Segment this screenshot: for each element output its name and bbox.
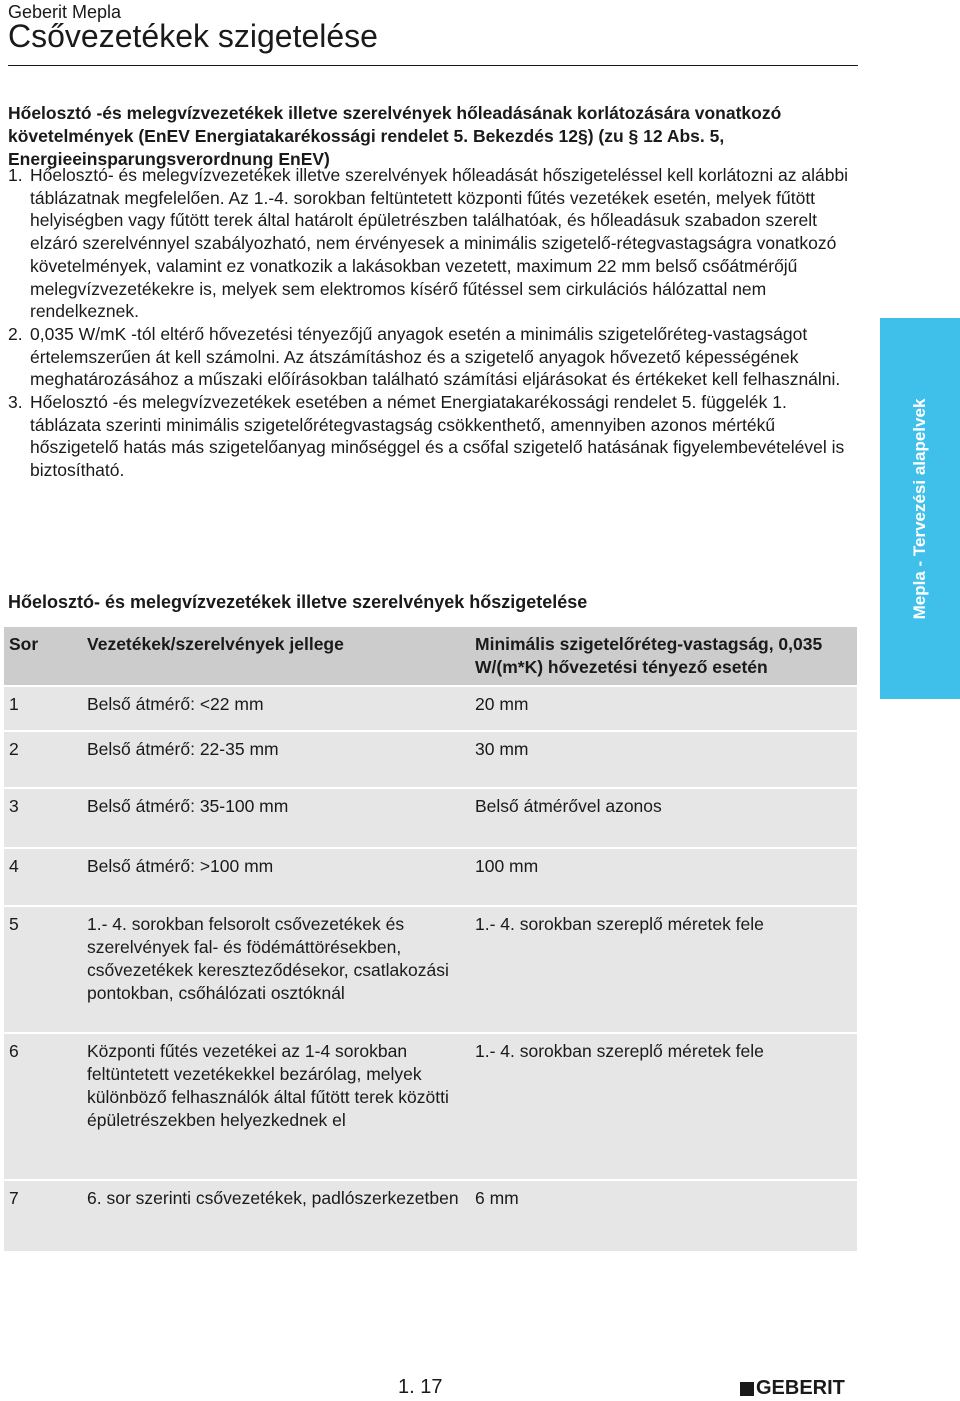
table-row (4, 789, 857, 849)
row-number: 4 (9, 856, 19, 876)
row-type: Belső átmérő: 35-100 mm (87, 796, 289, 816)
row-type: 1.- 4. sorokban felsorolt csővezetékek és szerelvények fal- és födémáttörésekben, csővezetékek kereszteződésekor, csatlakozási pontokban, csőhálózati osztóknál (87, 914, 449, 1003)
list-item (8, 323, 858, 391)
table-heading: Hőelosztó- és melegvízvezetékek illetve szerelvények hőszigetelése (8, 592, 588, 612)
list-item-number: 1. (8, 165, 23, 185)
section-side-tab (880, 318, 960, 699)
row-thickness: 20 mm (475, 694, 529, 714)
table-row (4, 907, 857, 1034)
page-number: 1. 17 (398, 1376, 443, 1398)
list-item-text: Hőelosztó -és melegvízvezetékek esetében a német Energiatakarékossági rendelet 5. függelék 1. táblázata szerinti minimális szigetelőrétegvastagság csökkenthető, amennyiben azonos mértékű hőszigetelő hatás más szigetelőanyag minőséggel és a csőfal szigetelő hatásának figyelembevételével is biztosítható. (30, 392, 845, 481)
row-number: 3 (9, 796, 19, 816)
geberit-logo (740, 1377, 845, 1400)
table-row (4, 849, 857, 907)
row-type: 6. sor szerinti csővezetékek, padlószerkezetben (87, 1188, 459, 1208)
side-tab-label: Mepla - Tervezési alapelvek (910, 398, 929, 619)
row-number: 7 (9, 1188, 19, 1208)
row-type: Belső átmérő: >100 mm (87, 856, 274, 876)
row-thickness: 1.- 4. sorokban szereplő méretek fele (475, 1041, 764, 1061)
brand-name: Geberit Mepla (8, 2, 122, 22)
row-type: Belső átmérő: 22-35 mm (87, 739, 279, 759)
list-item-text: Hőelosztó- és melegvízvezetékek illetve szerelvények hőleadását hőszigeteléssel kell korlátozni az alábbi táblázatnak megfelelően. Az 1.-4. sorokban feltüntetett központi fűtés vezetékek esetén, melyek fűtött helyiségben vagy fűtött terek által határolt épületrészben találhatóak, és hőleadásuk szabadon szerelt elzáró szerelvénnyel szabályozható, nem érvényesek a minimális szigetelő-rétegvastagságra vonatkozó követelmények, valamint ez vonatkozik a lakásokban vezetett, maximum 22 mm belső csőátmérőjű melegvízvezetékekre is, melyek sem elektromos kísérő fűtéssel sem cirkulációs hálózattal nem rendelkeznek. (30, 165, 849, 322)
column-header-thickness: Minimális szigetelőréteg-vastagság, 0,035 W/(m*K) hővezetési tényező esetén (475, 634, 823, 677)
list-item-number: 3. (8, 392, 23, 413)
logo-square-icon (740, 1382, 754, 1396)
row-number: 2 (9, 739, 19, 759)
list-item (8, 391, 858, 482)
row-number: 1 (9, 694, 19, 714)
row-type: Központi fűtés vezetékei az 1-4 sorokban feltüntetett vezetékekkel bezárólag, melyek különböző felhasználók által fűtött terek közötti épületrészekben helyezkednek el (87, 1041, 449, 1130)
list-item-text: 0,035 W/mK -tól eltérő hővezetési tényezőjű anyagok esetén a minimális szigetelőréteg-vastagságot értelemszerűen át kell számolni. Az átszámításhoz és a szigetelő anyagok hővezető képességének meghatározásához a műszaki előírásokban található számítási eljárásokat és értékeket kell felhasználni. (30, 323, 841, 390)
title-divider (8, 65, 858, 66)
table-header-row (4, 627, 857, 687)
row-thickness: 1.- 4. sorokban szereplő méretek fele (475, 914, 764, 934)
table-row (4, 687, 857, 732)
column-header-type: Vezetékek/szerelvények jellege (87, 634, 344, 654)
row-thickness: 30 mm (475, 739, 529, 759)
row-thickness: Belső átmérővel azonos (475, 796, 662, 816)
list-item-number: 2. (8, 323, 23, 344)
table-row (4, 1181, 857, 1253)
page-title: Csővezetékek szigetelése (8, 18, 378, 54)
insulation-table (4, 627, 857, 1253)
row-number: 5 (9, 914, 19, 934)
row-thickness: 6 mm (475, 1188, 519, 1208)
row-type: Belső átmérő: <22 mm (87, 694, 264, 714)
row-thickness: 100 mm (475, 856, 539, 876)
table-row (4, 732, 857, 789)
requirements-heading: Hőelosztó -és melegvízvezetékek illetve szerelvények hőleadásának korlátozására vonatkozó követelmények (EnEV Energiatakarékossági rendelet 5. Bekezdés 12§) (zu § 12 Abs. 5, Energieeinsparungsverordnung EnEV) (8, 103, 782, 169)
logo-text: GEBERIT (756, 1377, 845, 1399)
table-row (4, 1034, 857, 1181)
list-item (8, 164, 858, 323)
row-number: 6 (9, 1041, 19, 1061)
requirements-list (8, 164, 858, 482)
column-header-sor: Sor (9, 634, 39, 654)
